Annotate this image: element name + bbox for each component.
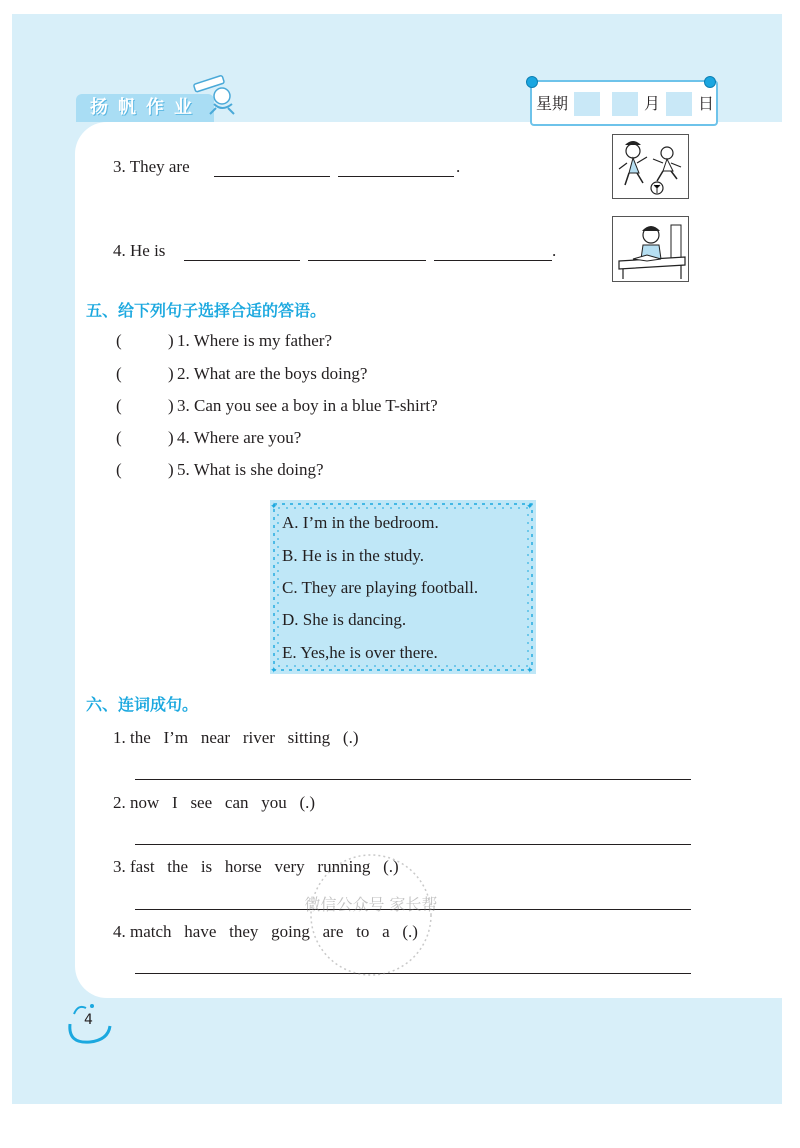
football-kids-icon <box>613 135 688 198</box>
option-d: D. She is dancing. <box>282 610 407 629</box>
answer-paren-close: ) <box>168 460 174 479</box>
section-5-title: 五、给下列句子选择合适的答语。 <box>86 301 327 320</box>
question-text: 4. Where are you? <box>177 428 302 447</box>
date-month-cell[interactable] <box>612 92 638 116</box>
children-playing-football-picture <box>612 134 689 199</box>
section-6-title: 六、连词成句。 <box>86 695 199 714</box>
date-day-cell[interactable] <box>666 92 692 116</box>
answer-line[interactable] <box>135 779 691 780</box>
answer-paren-open: ( <box>116 428 122 447</box>
svg-text:✦: ✦ <box>526 666 534 674</box>
answer-paren-open: ( <box>116 331 122 350</box>
boy-reading-picture <box>612 216 689 282</box>
scrambled-sentence-2: 2. now I see can you (.) <box>113 793 316 812</box>
answer-blank[interactable] <box>184 260 300 261</box>
answer-paren-open: ( <box>116 396 122 415</box>
question-text: 2. What are the boys doing? <box>177 364 368 383</box>
answer-blank[interactable] <box>214 176 330 177</box>
answer-blank[interactable] <box>434 260 552 261</box>
period: . <box>456 157 461 176</box>
sentence-3: 3. They are <box>113 157 190 176</box>
page-number: 4 <box>84 1012 93 1028</box>
question-text: 3. Can you see a boy in a blue T-shirt? <box>177 396 438 415</box>
scrambled-sentence-1: 1. the I’m near river sitting (.) <box>113 728 359 747</box>
brand-title: 扬帆作业 <box>76 94 214 122</box>
option-c: C. They are playing football. <box>282 578 479 597</box>
option-b: B. He is in the study. <box>282 546 424 565</box>
question-text: 1. Where is my father? <box>177 331 332 350</box>
answer-paren-close: ) <box>168 396 174 415</box>
boy-reading-icon <box>613 217 688 281</box>
pin-icon <box>526 76 538 88</box>
answer-paren-open: ( <box>116 364 122 383</box>
answer-paren-close: ) <box>168 428 174 447</box>
question-text: 5. What is she doing? <box>177 460 324 479</box>
watermark-stamp <box>296 840 446 990</box>
sentence-4: 4. He is <box>113 241 166 260</box>
scrambled-sentence-3: 3. fast the is horse very running (.) <box>113 857 399 876</box>
option-a: A. I’m in the bedroom. <box>282 513 439 532</box>
date-week-cell[interactable] <box>574 92 600 116</box>
date-month-label: 月 <box>644 94 661 113</box>
answer-blank[interactable] <box>308 260 426 261</box>
svg-text:✦: ✦ <box>270 666 278 674</box>
pin-icon <box>704 76 716 88</box>
pencil-kid-logo-icon <box>188 74 240 116</box>
scrambled-sentence-4: 4. match have they going are to a (.) <box>113 922 418 941</box>
svg-text:✦: ✦ <box>526 502 534 512</box>
answer-blank[interactable] <box>338 176 454 177</box>
option-e: E. Yes,he is over there. <box>282 643 438 662</box>
svg-text:✦: ✦ <box>270 502 278 512</box>
stamp-text: 微信公众号 家长帮 <box>304 895 438 914</box>
date-week-label: 星期 <box>536 94 569 113</box>
answer-paren-close: ) <box>168 331 174 350</box>
date-day-label: 日 <box>698 94 715 113</box>
period: . <box>552 241 557 260</box>
answer-paren-open: ( <box>116 460 122 479</box>
date-box <box>530 80 718 126</box>
answer-paren-close: ) <box>168 364 174 383</box>
